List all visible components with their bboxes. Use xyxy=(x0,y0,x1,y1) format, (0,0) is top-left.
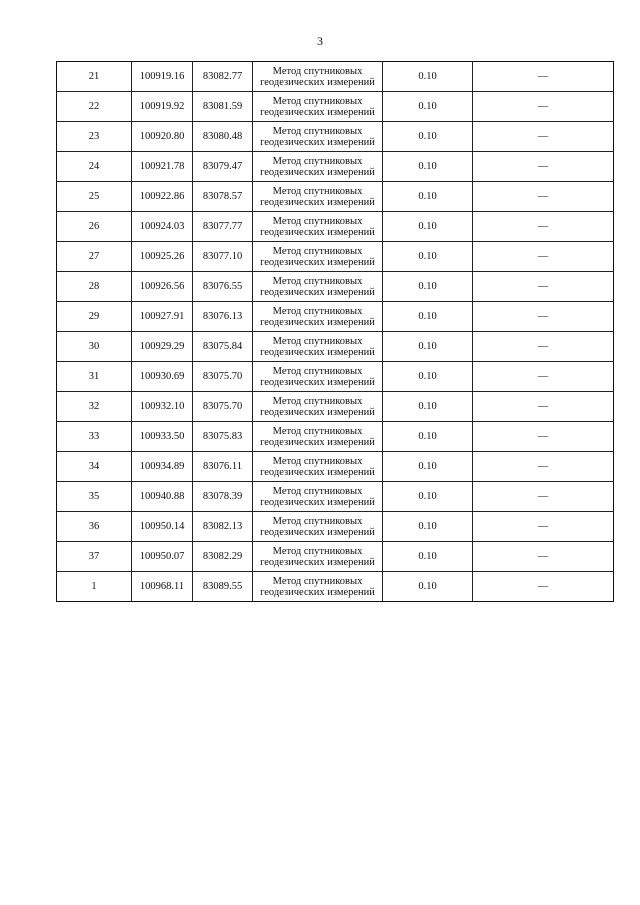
method-cell: Метод спутниковых геодезических измерений xyxy=(253,242,383,272)
accuracy-cell: 0.10 xyxy=(383,122,473,152)
accuracy-cell: 0.10 xyxy=(383,62,473,92)
coord-x-cell: 100925.26 xyxy=(132,242,193,272)
method-cell: Метод спутниковых геодезических измерений xyxy=(253,512,383,542)
coord-x-cell: 100919.16 xyxy=(132,62,193,92)
coord-x-cell: 100924.03 xyxy=(132,212,193,242)
coord-y-cell: 83082.29 xyxy=(193,542,253,572)
accuracy-cell: 0.10 xyxy=(383,152,473,182)
table-row xyxy=(57,302,614,332)
accuracy-cell: 0.10 xyxy=(383,452,473,482)
table-row xyxy=(57,182,614,212)
method-cell: Метод спутниковых геодезических измерений xyxy=(253,92,383,122)
method-cell: Метод спутниковых геодезических измерений xyxy=(253,482,383,512)
table-row xyxy=(57,212,614,242)
note-cell: — xyxy=(473,482,614,512)
coord-y-cell: 83076.13 xyxy=(193,302,253,332)
point-number-cell: 29 xyxy=(57,302,132,332)
point-number-cell: 1 xyxy=(57,572,132,602)
coord-y-cell: 83075.84 xyxy=(193,332,253,362)
table-row xyxy=(57,272,614,302)
coord-x-cell: 100932.10 xyxy=(132,392,193,422)
note-cell: — xyxy=(473,92,614,122)
note-cell: — xyxy=(473,62,614,92)
method-cell: Метод спутниковых геодезических измерений xyxy=(253,212,383,242)
accuracy-cell: 0.10 xyxy=(383,482,473,512)
table-row xyxy=(57,122,614,152)
point-number-cell: 32 xyxy=(57,392,132,422)
method-cell: Метод спутниковых геодезических измерений xyxy=(253,182,383,212)
coord-x-cell: 100921.78 xyxy=(132,152,193,182)
note-cell: — xyxy=(473,242,614,272)
coord-y-cell: 83076.55 xyxy=(193,272,253,302)
note-cell: — xyxy=(473,542,614,572)
table-row xyxy=(57,542,614,572)
accuracy-cell: 0.10 xyxy=(383,212,473,242)
note-cell: — xyxy=(473,452,614,482)
note-cell: — xyxy=(473,122,614,152)
method-cell: Метод спутниковых геодезических измерений xyxy=(253,332,383,362)
method-cell: Метод спутниковых геодезических измерений xyxy=(253,392,383,422)
note-cell: — xyxy=(473,332,614,362)
accuracy-cell: 0.10 xyxy=(383,572,473,602)
coord-y-cell: 83075.70 xyxy=(193,362,253,392)
coord-x-cell: 100920.80 xyxy=(132,122,193,152)
table-row xyxy=(57,242,614,272)
method-cell: Метод спутниковых геодезических измерений xyxy=(253,152,383,182)
coord-y-cell: 83077.10 xyxy=(193,242,253,272)
coord-y-cell: 83076.11 xyxy=(193,452,253,482)
coordinates-table xyxy=(56,61,614,602)
note-cell: — xyxy=(473,422,614,452)
method-cell: Метод спутниковых геодезических измерений xyxy=(253,362,383,392)
point-number-cell: 31 xyxy=(57,362,132,392)
note-cell: — xyxy=(473,272,614,302)
coord-x-cell: 100968.11 xyxy=(132,572,193,602)
accuracy-cell: 0.10 xyxy=(383,542,473,572)
point-number-cell: 26 xyxy=(57,212,132,242)
table-row xyxy=(57,452,614,482)
method-cell: Метод спутниковых геодезических измерений xyxy=(253,422,383,452)
method-cell: Метод спутниковых геодезических измерений xyxy=(253,62,383,92)
accuracy-cell: 0.10 xyxy=(383,302,473,332)
note-cell: — xyxy=(473,182,614,212)
accuracy-cell: 0.10 xyxy=(383,332,473,362)
coord-y-cell: 83078.39 xyxy=(193,482,253,512)
point-number-cell: 30 xyxy=(57,332,132,362)
table-row xyxy=(57,422,614,452)
accuracy-cell: 0.10 xyxy=(383,392,473,422)
coord-y-cell: 83089.55 xyxy=(193,572,253,602)
table-row xyxy=(57,482,614,512)
accuracy-cell: 0.10 xyxy=(383,272,473,302)
table-row xyxy=(57,392,614,422)
point-number-cell: 22 xyxy=(57,92,132,122)
coord-x-cell: 100940.88 xyxy=(132,482,193,512)
point-number-cell: 21 xyxy=(57,62,132,92)
method-cell: Метод спутниковых геодезических измерений xyxy=(253,452,383,482)
accuracy-cell: 0.10 xyxy=(383,242,473,272)
coord-y-cell: 83082.77 xyxy=(193,62,253,92)
accuracy-cell: 0.10 xyxy=(383,512,473,542)
method-cell: Метод спутниковых геодезических измерений xyxy=(253,542,383,572)
coord-y-cell: 83080.48 xyxy=(193,122,253,152)
coord-x-cell: 100926.56 xyxy=(132,272,193,302)
table-row xyxy=(57,572,614,602)
point-number-cell: 24 xyxy=(57,152,132,182)
table-row xyxy=(57,332,614,362)
table-row xyxy=(57,92,614,122)
page-number: 3 xyxy=(317,34,323,48)
point-number-cell: 36 xyxy=(57,512,132,542)
coord-y-cell: 83075.83 xyxy=(193,422,253,452)
point-number-cell: 35 xyxy=(57,482,132,512)
point-number-cell: 27 xyxy=(57,242,132,272)
coord-y-cell: 83081.59 xyxy=(193,92,253,122)
table-row xyxy=(57,152,614,182)
accuracy-cell: 0.10 xyxy=(383,182,473,212)
note-cell: — xyxy=(473,392,614,422)
coord-y-cell: 83075.70 xyxy=(193,392,253,422)
accuracy-cell: 0.10 xyxy=(383,92,473,122)
method-cell: Метод спутниковых геодезических измерений xyxy=(253,302,383,332)
point-number-cell: 23 xyxy=(57,122,132,152)
coord-x-cell: 100927.91 xyxy=(132,302,193,332)
table-row xyxy=(57,512,614,542)
note-cell: — xyxy=(473,212,614,242)
note-cell: — xyxy=(473,572,614,602)
coord-x-cell: 100929.29 xyxy=(132,332,193,362)
accuracy-cell: 0.10 xyxy=(383,362,473,392)
coord-y-cell: 83078.57 xyxy=(193,182,253,212)
coord-y-cell: 83077.77 xyxy=(193,212,253,242)
table-row xyxy=(57,62,614,92)
method-cell: Метод спутниковых геодезических измерений xyxy=(253,122,383,152)
point-number-cell: 34 xyxy=(57,452,132,482)
method-cell: Метод спутниковых геодезических измерений xyxy=(253,272,383,302)
coord-x-cell: 100922.86 xyxy=(132,182,193,212)
coord-x-cell: 100919.92 xyxy=(132,92,193,122)
accuracy-cell: 0.10 xyxy=(383,422,473,452)
note-cell: — xyxy=(473,512,614,542)
method-cell: Метод спутниковых геодезических измерений xyxy=(253,572,383,602)
table-row xyxy=(57,362,614,392)
coord-x-cell: 100930.69 xyxy=(132,362,193,392)
point-number-cell: 37 xyxy=(57,542,132,572)
coord-x-cell: 100933.50 xyxy=(132,422,193,452)
coord-y-cell: 83079.47 xyxy=(193,152,253,182)
note-cell: — xyxy=(473,302,614,332)
coord-y-cell: 83082.13 xyxy=(193,512,253,542)
point-number-cell: 25 xyxy=(57,182,132,212)
note-cell: — xyxy=(473,362,614,392)
coord-x-cell: 100934.89 xyxy=(132,452,193,482)
note-cell: — xyxy=(473,152,614,182)
coord-x-cell: 100950.14 xyxy=(132,512,193,542)
coord-x-cell: 100950.07 xyxy=(132,542,193,572)
coordinates-table-body xyxy=(57,62,614,602)
point-number-cell: 33 xyxy=(57,422,132,452)
point-number-cell: 28 xyxy=(57,272,132,302)
